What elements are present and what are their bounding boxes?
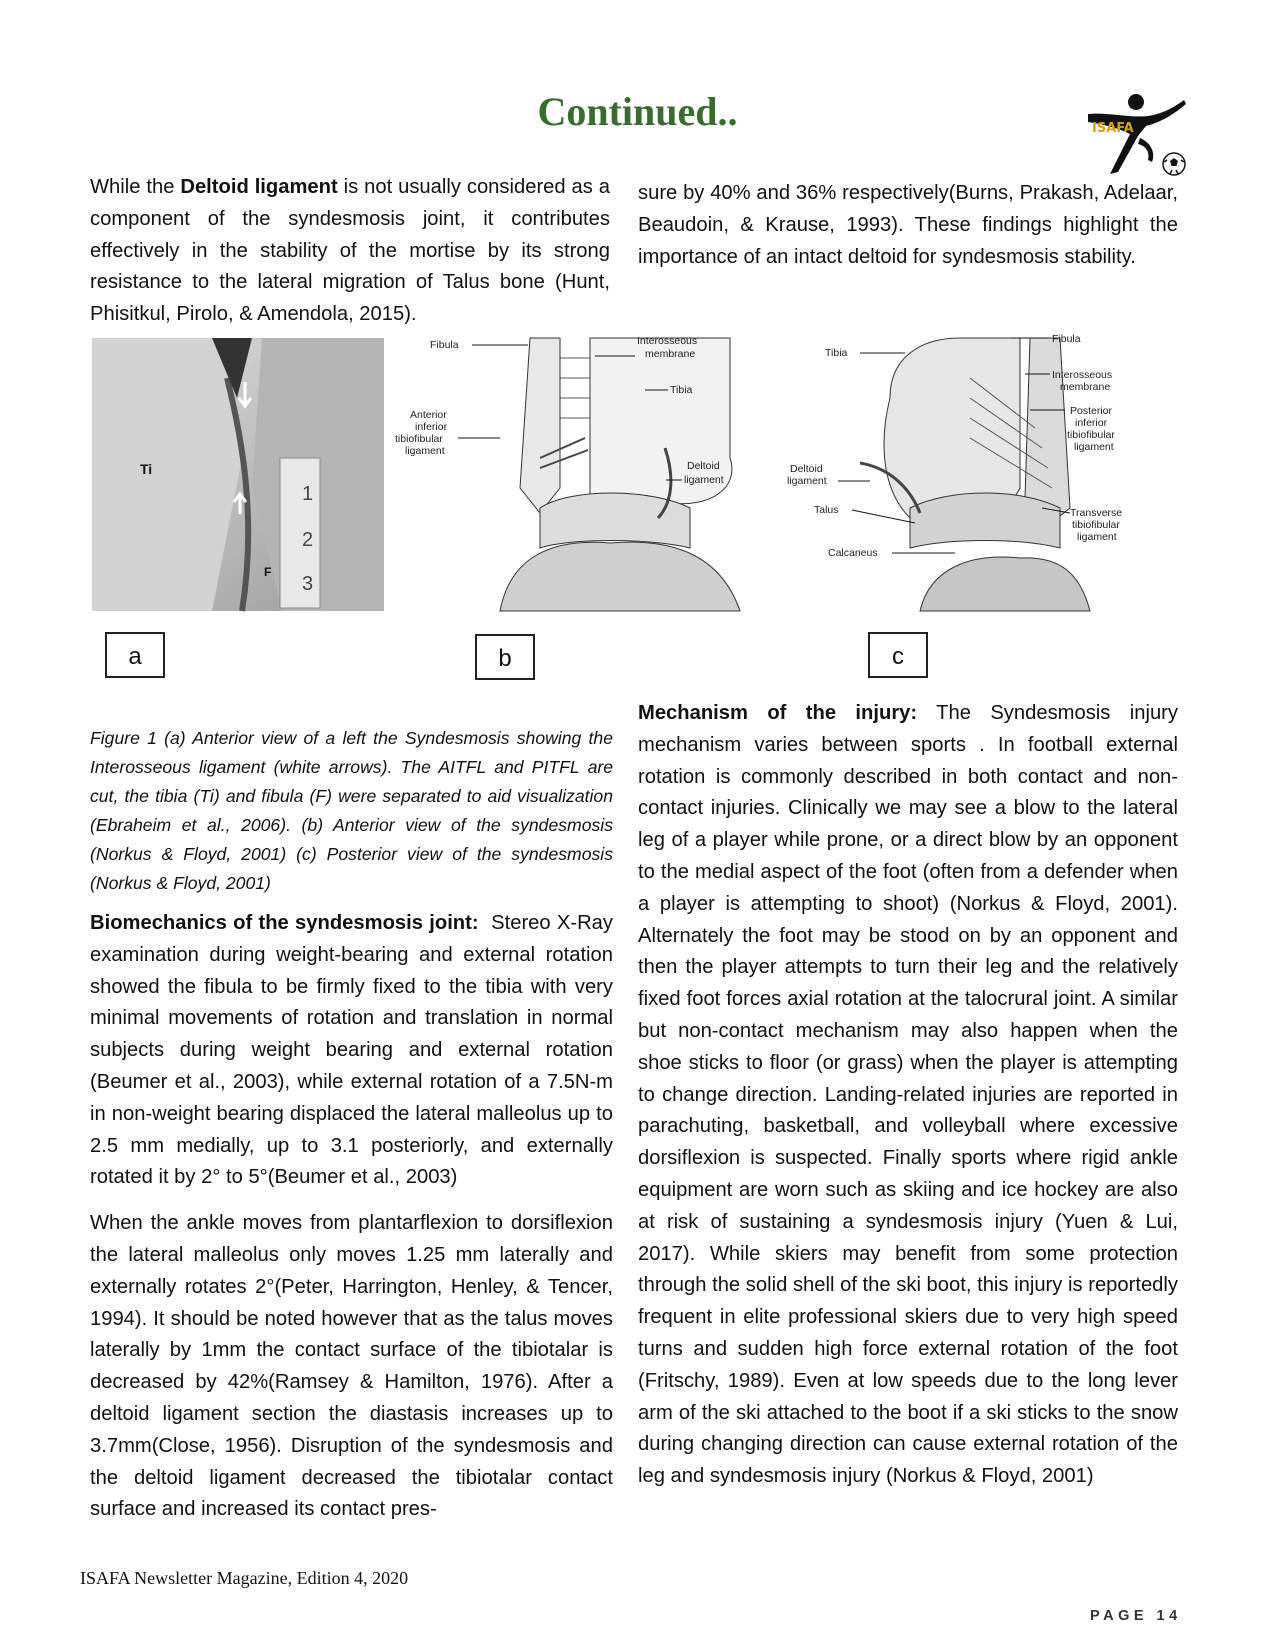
svg-text:inferior: inferior [415, 421, 448, 433]
svg-text:ligament: ligament [1077, 531, 1117, 543]
figure-a-photo [92, 338, 384, 611]
page-heading: Continued.. [537, 89, 738, 134]
svg-text:ligament: ligament [787, 475, 827, 487]
svg-text:ligament: ligament [684, 474, 724, 486]
svg-text:3: 3 [302, 573, 314, 595]
biomechanics-paragraph-2: When the ankle moves from plantarflexion to dorsiflexion the lateral malleolus only moves 1.25 mm laterally and externally rotates 2°(Peter, Harrington, Henley, & Tencer, 1994). It should be noted however that as the talus moves laterally by 1mm the contact surface of the tibiotalar is decreased by 42%(Ramsey & Hamilton, 1976). After a deltoid ligament section the diastasis increases up to 3.7mm(Close, 1956). Disruption of the syndesmosis and the deltoid ligament decreased the tibiotalar contact surface and increased its contact pres- [90, 1212, 613, 1521]
svg-text:Talus: Talus [814, 504, 839, 516]
svg-text:Calcaneus: Calcaneus [828, 547, 878, 559]
biomechanics-heading: Biomechanics of the syndesmosis joint: [90, 912, 479, 934]
intro-right-column [638, 178, 1178, 287]
svg-text:Transverse: Transverse [1070, 507, 1123, 519]
figure-label-c: c [868, 632, 928, 678]
svg-text:Deltoid: Deltoid [687, 460, 720, 472]
svg-text:Tibia: Tibia [670, 384, 693, 396]
biomechanics-paragraph-1: Biomechanics of the syndesmosis joint: Stereo X-Ray examination during weight-bearing and external rotation showed the fibula to be firmly fixed to the tibia with very minimal movements of rotation and translation in normal subjects during weight bearing and external rotation (Beumer et al., 2003), while external rotation of a 7.5N-m in non-weight bearing displaced the lateral malleolus up to 2.5 mm medially, up to 3.1 posteriorly, and externally rotated it by 2° to 5°(Beumer et al., 2003) [90, 912, 613, 1189]
footer-publication: ISAFA Newsletter Magazine, Edition 4, 2020 [80, 1568, 409, 1588]
svg-text:2: 2 [302, 529, 314, 551]
svg-text:tibiofibular: tibiofibular [1072, 519, 1120, 531]
svg-text:Fibula: Fibula [430, 339, 459, 351]
svg-text:ligament: ligament [1074, 441, 1114, 453]
figure-c-posterior-illustration [787, 333, 1190, 611]
svg-text:F: F [264, 565, 272, 579]
figure-label-b: b [475, 634, 535, 680]
biomechanics-section [90, 908, 613, 1540]
svg-text:Tibia: Tibia [825, 347, 848, 359]
svg-text:Interosseous: Interosseous [1052, 369, 1113, 381]
svg-text:tibiofibular: tibiofibular [1067, 429, 1115, 441]
figure-b-anterior-illustration [395, 335, 780, 611]
mechanism-heading: Mechanism of the injury: [638, 702, 918, 724]
svg-text:Interosseous: Interosseous [637, 335, 698, 347]
svg-text:membrane: membrane [645, 348, 696, 360]
svg-text:Fibula: Fibula [1052, 333, 1081, 345]
svg-text:membrane: membrane [1060, 381, 1111, 393]
mechanism-paragraph: Mechanism of the injury: The Syndesmosis injury mechanism varies between sports . In football external rotation is commonly described in both contact and non-contact injuries. Clinically we may see a blow to the lateral leg of a player while prone, or a direct blow by an opponent to the medial aspect of the foot (often from a defender when a player is attempting to shoot) (Norkus & Floyd, 2001). Alternately the foot may be stood on by an opponent and then the player attempts to turn their leg and the relatively fixed foot forces axial rotation at the talocrural joint. A similar but non-contact mechanism may also happen when the shoe sticks to floor (or grass) when the player is attempting to change direction. Landing-related injuries are reported in parachuting, basketball, and volleyball where excessive dorsiflexion is suspected. Finally sports where rigid ankle equipment are worn such as skiing and ice hockey are also at risk of sustaining a syndesmosis injury (Yuen & Lui, 2017). While skiers may benefit from some protection through the solid shell of the ski boot, this injury is reportedly frequent in elite professional skiers due to very high speed turns and sudden high force external rotation of the foot (Fritschy, 1989). Even at low speeds due to the long lever arm of the ski attached to the boot if a ski sticks to the snow during changing direction can cause external rotation of the leg and syndesmosis injury (Norkus & Floyd, 2001) [638, 702, 1179, 1488]
page-number: PAGE 14 [1090, 1608, 1182, 1624]
figure-label-a: a [105, 632, 165, 678]
svg-text:Deltoid: Deltoid [790, 463, 823, 475]
svg-text:inferior: inferior [1075, 417, 1108, 429]
figure-caption: Figure 1 (a) Anterior view of a left the Syndesmosis showing the Interosseous ligament (white arrows). The AITFL and PITFL are cut, the tibia (Ti) and fibula (F) were separated to aid visualization (Ebraheim et al., 2006). (b) Anterior view of the syndesmosis (Norkus & Floyd, 2001) (c) Posterior view of the syndesmosis (Norkus & Floyd, 2001) [90, 728, 613, 893]
deltoid-continuation: sure by 40% and 36% respectively(Burns, Prakash, Adelaar, Beaudoin, & Krause, 1993). These findings highlight the importance of an intact deltoid for syndesmosis stability. [638, 182, 1178, 268]
deltoid-paragraph: While the Deltoid ligament is not usually considered as a component of the syndesmosis joint, it contributes effectively in the stability of the mortise by its strong resistance to the lateral migration of Talus bone (Hunt, Phisitkul, Pirolo, & Amendola, 2015). [90, 176, 610, 326]
svg-text:tibiofibular: tibiofibular [395, 433, 443, 445]
mechanism-section [638, 698, 1178, 1507]
isafa-logo [1078, 92, 1188, 182]
svg-text:Posterior: Posterior [1070, 405, 1113, 417]
intro-left-column [90, 172, 610, 345]
svg-text:Anterior: Anterior [410, 409, 447, 421]
svg-text:ISAFA: ISAFA [1092, 121, 1134, 136]
svg-text:ligament: ligament [405, 445, 445, 457]
deltoid-term: Deltoid ligament [180, 176, 338, 198]
svg-text:1: 1 [302, 483, 314, 505]
svg-text:Ti: Ti [140, 461, 153, 477]
